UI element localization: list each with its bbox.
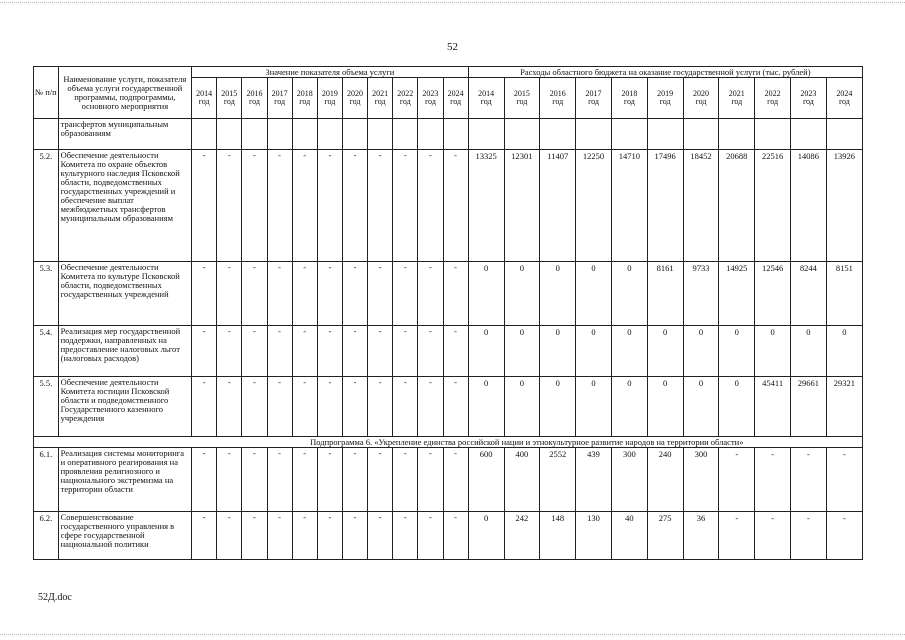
year-word: год (198, 97, 210, 106)
section-title: Подпрограмма 6. «Укрепление единства российской нации и этнокультурное развитие народов на территории области» (192, 437, 863, 448)
expense-value (611, 119, 647, 150)
row-number: 5.4. (34, 326, 59, 377)
row-number: 5.5. (34, 377, 59, 437)
expense-value: 29321 (826, 377, 862, 437)
volume-value: - (443, 326, 468, 377)
volume-value (217, 119, 242, 150)
volume-value (192, 119, 217, 150)
volume-value: - (317, 262, 342, 326)
expense-value: 275 (647, 512, 683, 560)
year-label: 2024 (836, 88, 853, 98)
volume-value: - (342, 326, 367, 377)
expense-value: 0 (540, 326, 576, 377)
year-word: год (374, 97, 386, 106)
volume-value: - (418, 377, 443, 437)
expense-value: 0 (791, 326, 827, 377)
services-table (33, 66, 863, 560)
volume-value: - (317, 448, 342, 512)
expense-value: 0 (576, 262, 612, 326)
expense-value (755, 119, 791, 150)
table-row (34, 448, 863, 512)
volume-value: - (217, 150, 242, 262)
volume-value: - (443, 512, 468, 560)
expense-value: 0 (647, 377, 683, 437)
year-word: год (248, 97, 260, 106)
row-service-name: Совершенствование государственного управления в сфере государственной национальной политики (58, 512, 191, 560)
expense-value: 0 (468, 326, 504, 377)
year-word: год (802, 97, 814, 106)
volume-value: - (443, 377, 468, 437)
expense-value: 400 (504, 448, 540, 512)
row-number: 6.2. (34, 512, 59, 560)
volume-value: - (443, 262, 468, 326)
volume-value: - (192, 262, 217, 326)
volume-value: - (267, 262, 292, 326)
expense-value: 0 (540, 262, 576, 326)
scan-artifact-top (0, 2, 905, 3)
volume-value (443, 119, 468, 150)
volume-value (418, 119, 443, 150)
volume-year-header (267, 78, 292, 119)
year-label: 2015 (513, 88, 530, 98)
expense-value: 0 (611, 262, 647, 326)
year-word: год (838, 97, 850, 106)
header-number: № п/п (34, 67, 59, 119)
volume-value: - (317, 512, 342, 560)
volume-value: - (292, 512, 317, 560)
expense-value: 130 (576, 512, 612, 560)
expense-value: 14086 (791, 150, 827, 262)
year-label: 2018 (296, 88, 313, 98)
expense-value: 0 (611, 377, 647, 437)
year-label: 2022 (764, 88, 781, 98)
volume-value: - (443, 150, 468, 262)
volume-value: - (292, 262, 317, 326)
expense-value: 240 (647, 448, 683, 512)
volume-value: - (192, 377, 217, 437)
expense-value: 12250 (576, 150, 612, 262)
expense-value (468, 119, 504, 150)
header-expense-group: Расходы областного бюджета на оказание государственной услуги (тыс. рублей) (468, 67, 862, 78)
volume-value (342, 119, 367, 150)
expense-value: 0 (504, 377, 540, 437)
expense-value: 0 (755, 326, 791, 377)
scan-artifact-bottom (0, 634, 905, 635)
expense-value: - (719, 448, 755, 512)
year-word: год (552, 97, 564, 106)
volume-value: - (342, 448, 367, 512)
year-word: год (588, 97, 599, 106)
footer-filename: 52Д.doc (38, 592, 72, 603)
year-word: год (223, 97, 235, 106)
expense-value: 29661 (791, 377, 827, 437)
volume-value: - (317, 150, 342, 262)
volume-value: - (393, 262, 418, 326)
expense-value: 0 (576, 377, 612, 437)
expense-value: 9733 (683, 262, 719, 326)
volume-value: - (192, 448, 217, 512)
expense-value: - (791, 512, 827, 560)
volume-year-header (292, 78, 317, 119)
expense-value: - (755, 512, 791, 560)
volume-value: - (368, 262, 393, 326)
expense-value: - (791, 448, 827, 512)
volume-value: - (418, 512, 443, 560)
year-label: 2017 (585, 88, 602, 98)
volume-value: - (242, 512, 267, 560)
volume-value (242, 119, 267, 150)
section-row (34, 437, 863, 448)
year-label: 2020 (347, 88, 363, 98)
volume-value: - (443, 448, 468, 512)
volume-value: - (368, 150, 393, 262)
year-word: год (731, 97, 743, 106)
expense-year-header (755, 78, 791, 119)
volume-value: - (292, 448, 317, 512)
volume-value: - (192, 150, 217, 262)
year-word: год (480, 97, 492, 106)
expense-value (719, 119, 755, 150)
expense-value: 12546 (755, 262, 791, 326)
expense-value (504, 119, 540, 150)
year-word: год (695, 97, 707, 106)
expense-year-header (576, 78, 612, 119)
volume-value: - (217, 512, 242, 560)
volume-value: - (292, 377, 317, 437)
year-label: 2014 (196, 88, 213, 98)
row-number (34, 119, 59, 150)
expense-value: 0 (719, 377, 755, 437)
volume-year-header (217, 78, 242, 119)
volume-year-header (317, 78, 342, 119)
volume-year-header (242, 78, 267, 119)
volume-value: - (342, 150, 367, 262)
row-service-name: Обеспечение деятельности Комитета по культуре Псковской области, подведомственных государственных учреждений (58, 262, 191, 326)
expense-value: 439 (576, 448, 612, 512)
expense-value: 300 (683, 448, 719, 512)
volume-value (317, 119, 342, 150)
expense-value: 0 (647, 326, 683, 377)
year-label: 2019 (321, 88, 338, 98)
volume-value: - (242, 326, 267, 377)
page-number: 52 (447, 41, 458, 53)
volume-value (368, 119, 393, 150)
volume-value: - (242, 262, 267, 326)
section-empty-cell (34, 437, 192, 448)
expense-value: 0 (468, 377, 504, 437)
volume-year-header (443, 78, 468, 119)
expense-value: 0 (611, 326, 647, 377)
expense-value: 8244 (791, 262, 827, 326)
row-number: 5.3. (34, 262, 59, 326)
row-service-name: Обеспечение деятельности Комитета по охране объектов культурного наследия Псковской области, подведомственных государственных учреждений и обеспечение выплат межбюджетных трансфертов муниципальным образованиям (58, 150, 191, 262)
expense-year-header (647, 78, 683, 119)
year-label: 2021 (728, 88, 745, 98)
expense-value: - (755, 448, 791, 512)
expense-value: 0 (576, 326, 612, 377)
year-word: год (516, 97, 528, 106)
table-row (34, 326, 863, 377)
expense-value: - (826, 512, 862, 560)
expense-value (826, 119, 862, 150)
volume-year-header (393, 78, 418, 119)
expense-value: 13325 (468, 150, 504, 262)
volume-value: - (317, 326, 342, 377)
expense-value: 8151 (826, 262, 862, 326)
expense-value: 300 (611, 448, 647, 512)
expense-value: 11407 (540, 150, 576, 262)
volume-value: - (217, 262, 242, 326)
volume-year-header (192, 78, 217, 119)
expense-year-header (791, 78, 827, 119)
expense-year-header (826, 78, 862, 119)
volume-value: - (368, 326, 393, 377)
expense-value: 0 (504, 326, 540, 377)
expense-year-header (468, 78, 504, 119)
volume-value: - (393, 150, 418, 262)
year-word: год (274, 97, 286, 106)
expense-value: 45411 (755, 377, 791, 437)
expense-year-header (504, 78, 540, 119)
expense-value: 20688 (719, 150, 755, 262)
year-label: 2023 (800, 88, 817, 98)
volume-value: - (342, 377, 367, 437)
year-label: 2024 (447, 88, 464, 98)
year-word: год (623, 97, 635, 106)
volume-value: - (368, 512, 393, 560)
year-word: год (424, 97, 436, 106)
header-volume-group: Значение показателя объема услуги (192, 67, 469, 78)
volume-value: - (242, 448, 267, 512)
volume-value: - (292, 150, 317, 262)
expense-value: 0 (683, 326, 719, 377)
year-label: 2020 (692, 88, 709, 98)
expense-value: 0 (468, 512, 504, 560)
row-service-name: трансфертов муниципальным образованиям (58, 119, 191, 150)
expense-year-header (683, 78, 719, 119)
volume-value: - (393, 326, 418, 377)
expense-value: 0 (683, 377, 719, 437)
expense-value: 0 (826, 326, 862, 377)
expense-value: 0 (468, 262, 504, 326)
volume-value: - (393, 512, 418, 560)
expense-value: 14710 (611, 150, 647, 262)
table-row (34, 150, 863, 262)
volume-value: - (418, 262, 443, 326)
volume-value: - (317, 377, 342, 437)
volume-value: - (192, 512, 217, 560)
year-label: 2016 (246, 88, 263, 98)
expense-value (791, 119, 827, 150)
volume-value: - (242, 150, 267, 262)
year-label: 2015 (221, 88, 238, 98)
expense-value: 0 (540, 377, 576, 437)
table-row (34, 377, 863, 437)
year-word: год (399, 97, 411, 106)
table-row (34, 119, 863, 150)
year-word: год (349, 97, 361, 106)
expense-value (647, 119, 683, 150)
volume-value: - (418, 326, 443, 377)
expense-value: 242 (504, 512, 540, 560)
row-service-name: Реализация системы мониторинга и оперативного реагирования на проявления религиозного и национального экстремизма на территории области (58, 448, 191, 512)
volume-value: - (292, 326, 317, 377)
expense-year-header (611, 78, 647, 119)
row-service-name: Реализация мер государственной поддержки, направленных на предоставление налоговых льгот (налоговых расходов) (58, 326, 191, 377)
volume-value (267, 119, 292, 150)
year-label: 2021 (372, 88, 389, 98)
volume-value: - (342, 262, 367, 326)
volume-value: - (267, 150, 292, 262)
expense-value: 18452 (683, 150, 719, 262)
expense-value: 2552 (540, 448, 576, 512)
table-row (34, 262, 863, 326)
volume-value: - (368, 377, 393, 437)
volume-value: - (217, 448, 242, 512)
volume-value: - (393, 377, 418, 437)
year-word: год (767, 97, 779, 106)
expense-value: 0 (719, 326, 755, 377)
expense-year-header (719, 78, 755, 119)
expense-value (540, 119, 576, 150)
volume-value: - (242, 377, 267, 437)
volume-value: - (267, 448, 292, 512)
volume-value: - (192, 326, 217, 377)
volume-value: - (267, 377, 292, 437)
expense-value: - (826, 448, 862, 512)
volume-year-header (368, 78, 393, 119)
row-number: 6.1. (34, 448, 59, 512)
expense-value: 0 (504, 262, 540, 326)
year-label: 2017 (271, 88, 288, 98)
expense-value: 14925 (719, 262, 755, 326)
table-row (34, 512, 863, 560)
expense-value: 8161 (647, 262, 683, 326)
volume-value (393, 119, 418, 150)
expense-year-header (540, 78, 576, 119)
volume-value: - (267, 512, 292, 560)
year-word: год (324, 97, 336, 106)
expense-value: 22516 (755, 150, 791, 262)
volume-value: - (217, 377, 242, 437)
expense-value (576, 119, 612, 150)
volume-year-header (418, 78, 443, 119)
row-number: 5.2. (34, 150, 59, 262)
volume-value: - (368, 448, 393, 512)
expense-value: 148 (540, 512, 576, 560)
expense-value: 36 (683, 512, 719, 560)
year-label: 2014 (478, 88, 495, 98)
volume-value: - (342, 512, 367, 560)
volume-value: - (418, 448, 443, 512)
expense-value (683, 119, 719, 150)
year-label: 2023 (422, 88, 439, 98)
year-label: 2016 (549, 88, 566, 98)
year-word: год (450, 97, 462, 106)
volume-value: - (418, 150, 443, 262)
volume-value: - (267, 326, 292, 377)
expense-value: 12301 (504, 150, 540, 262)
expense-value: 600 (468, 448, 504, 512)
header-service-name: Наименование услуги, показателя объема услуги государственной программы, подпрограммы, основного мероприятия (58, 67, 191, 119)
expense-value: 17496 (647, 150, 683, 262)
year-label: 2019 (657, 88, 674, 98)
expense-value: 13926 (826, 150, 862, 262)
volume-value: - (217, 326, 242, 377)
row-service-name: Обеспечение деятельности Комитета юстиции Псковской области и подведомственного Государственного казенного учреждения (58, 377, 191, 437)
year-word: год (659, 97, 671, 106)
year-label: 2022 (397, 88, 414, 98)
year-word: год (299, 97, 311, 106)
volume-year-header (342, 78, 367, 119)
volume-value (292, 119, 317, 150)
volume-value: - (393, 448, 418, 512)
year-label: 2018 (621, 88, 638, 98)
expense-value: 40 (611, 512, 647, 560)
expense-value: - (719, 512, 755, 560)
